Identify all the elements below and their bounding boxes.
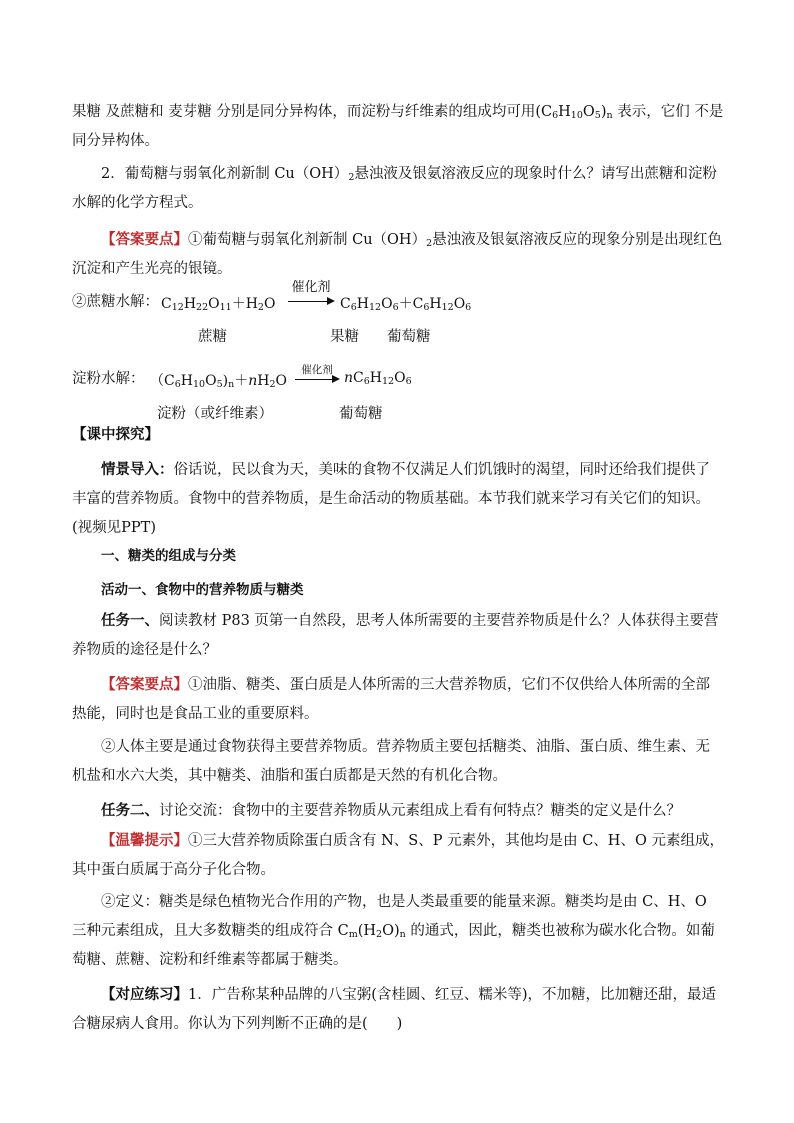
- paragraph-isomers: 果糖 及蔗糖和 麦芽糖 分别是同分异构体，而淀粉与纤维素的组成均可用$(C_6H_{10}O_5)_n$ 表示，它们 不是 同分异构体。: [72, 104, 724, 149]
- answer-tag: 【答案要点】: [101, 676, 188, 693]
- glucose-name: 葡萄糖: [339, 406, 383, 422]
- catalyst-label: 催化剂: [301, 364, 333, 376]
- task-2: 任务二、讨论交流：食物中的主要营养物质从元素组成上看有何特点？糖类的定义是什么？: [101, 802, 681, 819]
- activity-1-heading: 活动一、食物中的营养物质与糖类: [101, 582, 304, 598]
- starch-name: 淀粉（或纤维素）: [157, 406, 273, 422]
- practice-1: 【对应练习】1．广告称某种品牌的八宝粥(含桂圆、红豆、糯米等)，不加糖，比加糖还甜，最适合糖尿病人食用。你认为下列判断不正确的是( ): [72, 986, 717, 1032]
- glucose-name: 葡萄糖: [387, 329, 431, 345]
- task-1: 任务一、阅读教材 P83 页第一自然段，思考人体所需要的主要营养物质是什么？人体获得主要营养物质的途径是什么？: [72, 612, 719, 658]
- warm-tip: 【温馨提示】①三大营养物质除蛋白质含有 N、S、P 元素外，其他均是由 C、H、O 元素组成，其中蛋白质属于高分子化合物。: [72, 832, 724, 878]
- sucrose-hydrolysis-label: ②蔗糖水解：: [72, 294, 159, 310]
- answer-key-1: 【答案要点】①葡萄糖与弱氧化剂新制 $Cu(OH)_2$悬浊液及银氨溶液反应的现象分别是出现红色沉淀和产生光亮的银镜。: [72, 231, 723, 277]
- fructose-name: 果糖: [330, 329, 359, 345]
- scenario-intro: 情景导入：俗话说，民以食为天，美味的食物不仅满足人们饥饿时的渴望，同时还给我们提供了丰富的营养物质。食物中的营养物质，是生命活动的物质基础。本节我们就来学习有关它们的知识。(视频见PPT): [72, 461, 710, 536]
- starch-formula-right: $nC_6H_{12}O_6$: [344, 370, 412, 387]
- starch-hydrolysis-label: 淀粉水解：: [72, 371, 145, 387]
- answer-tag: 【答案要点】: [101, 231, 188, 248]
- section-in-class: 【课中探究】: [72, 426, 159, 443]
- sucrose-formula-right: $C_6H_{12}O_6+C_6H_{12}O_6$: [340, 296, 472, 313]
- tip-tag: 【温馨提示】: [101, 832, 188, 849]
- sucrose-arrow: [288, 280, 334, 314]
- sugar-definition: ②定义：糖类是绿色植物光合作用的产物，也是人类最重要的能量来源。糖类均是由 C、H、O 三种元素组成，且大多数糖类的组成符合 $C_m(H_2O)_n$ 的通式，因此，糖类也被称为碳水化合物。如葡萄糖、蔗糖、淀粉和纤维素等都属于糖类。: [72, 894, 715, 968]
- starch-arrow: [295, 362, 341, 392]
- sucrose-name: 蔗糖: [198, 329, 227, 345]
- sucrose-formula-left: $C_{12}H_{22}O_{11}+H_2O$: [161, 296, 276, 313]
- starch-formula-left: $(C_6H_{10}O_5)_n+nH_2O$: [150, 373, 287, 390]
- question-2: 2．葡萄糖与弱氧化剂新制 $Cu(OH)_2$悬浊液及银氨溶液反应的现象时什么？请写出蔗糖和淀粉水解的化学方程式。: [72, 166, 717, 211]
- answer-key-2: 【答案要点】①油脂、糖类、蛋白质是人体所需的三大营养物质，它们不仅供给人体所需的全部热能，同时也是食品工业的重要原料。: [72, 676, 710, 722]
- answer-key-2b: ②人体主要是通过食物获得主要营养物质。营养物质主要包括糖类、油脂、蛋白质、维生素、无机盐和水六大类，其中糖类、油脂和蛋白质都是天然的有机化合物。: [72, 739, 710, 784]
- heading-sugar-composition: 一、糖类的组成与分类: [101, 548, 236, 564]
- catalyst-label: 催化剂: [291, 280, 331, 295]
